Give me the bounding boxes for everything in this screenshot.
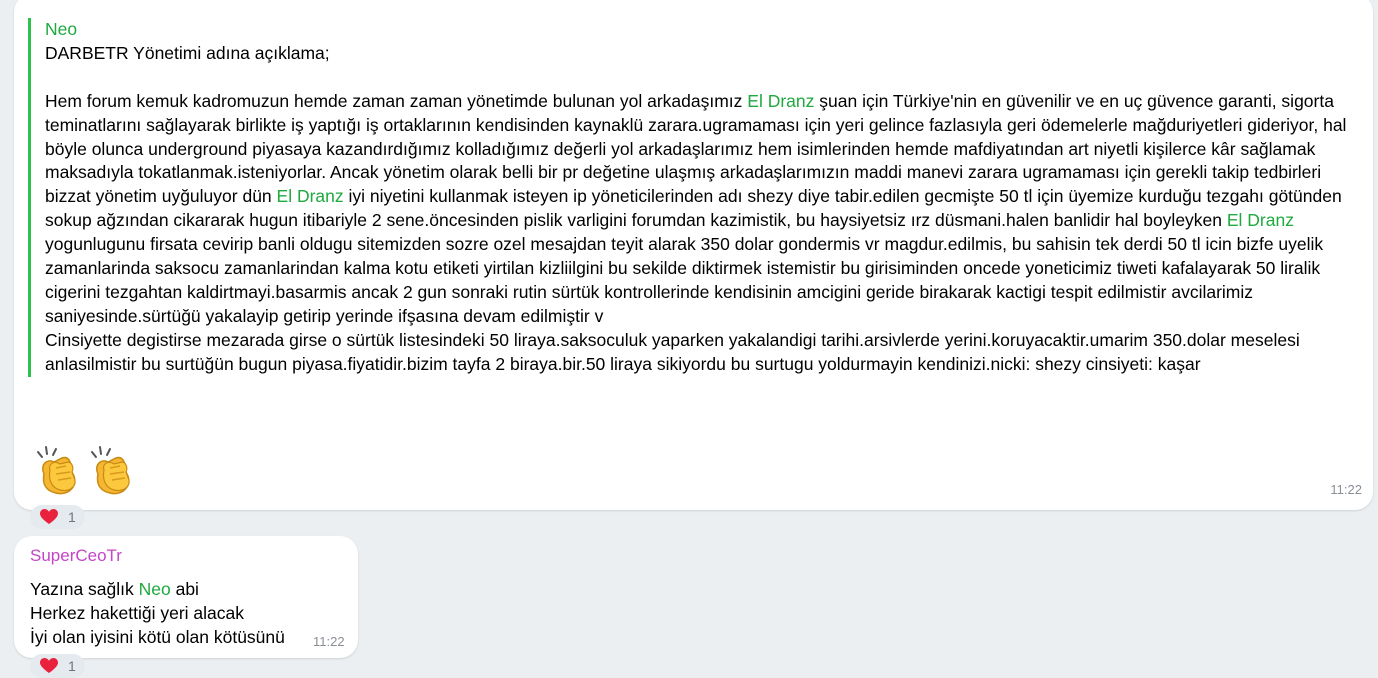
paragraph-segment: yogunlugunu firsata cevirip banli oldugu sitemizden sozre ozel mesajdan teyit alarak 350 dolar gondermis vr magdur.edilmis, bu sahisin tek derdi 50 tl icin bizfe uyelik zamanlarinda saksocu zamanlarindan kalma kotu etiketi yirtilan kizliilgini bu sekilde diktirmek istemistir bu girisiminden oncede yoneticimiz tiweti kafalayarak 50 liralik cigerini tezgahtan kaldirtmayi.basarmis ancak 2 gun sonraki rutin sürtük kontrollerinde kendisinin amcigini geride birakarak kactigi tespit edilmistir avcilarimiz saniyesinde.sürtüğü yakalayip getirip yerinde ifşasına devam edilmiştir v xyxy=(45,210,1329,326)
emoji-row xyxy=(32,444,136,496)
message-line: Herkez hakettiği yeri alacak xyxy=(30,602,244,623)
message-author[interactable]: SuperCeoTr xyxy=(30,546,122,565)
clapping-hands-icon xyxy=(32,444,82,496)
announcement-title: DARBETR Yönetimi adına açıklama; xyxy=(45,42,330,63)
reaction-count: 1 xyxy=(68,658,76,674)
mention-el-dranz[interactable]: El Dranz xyxy=(1226,210,1294,231)
heart-icon xyxy=(40,509,58,525)
mention-el-dranz[interactable]: El Dranz xyxy=(747,90,815,111)
paragraph-segment: Hem forum kemuk kadromuzun hemde zaman zaman yönetimde bulunan yol arkadaşımız xyxy=(45,90,748,111)
reaction-heart-button[interactable] xyxy=(30,505,85,529)
message-text xyxy=(30,578,285,650)
announcement-closing: Cinsiyette degistirse mezarada girse o sürtük listesindeki 50 liraya.saksoculuk yaparken yakalandigi tarihi.arsivlerde yerini.koruyacaktir.umarim 350.dolar meselesi anlasilmistir bu surtüğün bugun piyasa.fiyatidir.bizim tayfa 2 biraya.bir.50 liraya sikiyordu bu surtugu yoldurmayin kendinizi.nicki: shezy cinsiyeti: kaşar xyxy=(45,329,1305,374)
mention-el-dranz[interactable]: El Dranz xyxy=(276,186,344,207)
message-text xyxy=(28,18,1355,377)
message-line: İyi olan iyisini kötü olan kötüsünü xyxy=(30,626,285,647)
reaction-heart-button[interactable] xyxy=(30,654,85,678)
paragraph-segment: şuan için Türkiye'nin en güvenilir ve en uç güvence garanti, sigorta teminatlarını sağlayarak birlikte iş yaptığı iş ortaklarının kendisinden kaynaklü zarara.ugramaması için yeri gelince fazlasıyla geri ödemelerle mağduriyetleri gideriyor, hal böyle olunca underground piyasaya kazandırdığımız kolladığımız değerli yol arkadaşlarımız hem isimlerinden hemde mafdiyatından art niyetli kişilerce kâr sağlamak maksadıyla tokatlanmak.isteniyorlar. Ancak yönetim olarak belli bir pr değetine ulaşmış arkadaşlarımızın maddi manevi zarara ugramaması için gerekli takip tedbirleri bizzat yönetim uyğuluyor dün xyxy=(45,90,1352,207)
message-line xyxy=(30,578,285,602)
message-time: 11:22 xyxy=(313,634,345,649)
paragraph-segment: iyi niyetini kullanmak isteyen ip yöneticilerinden adı shezy diye tabir.edilen gecmişte 50 tl için üyemize kurduğu tezgahı götünden sokup ağzından cikararak hugun itibariyle 2 sene.öncesinden pislik varligini forumdan kazimistik, bu haysiyetsiz ırz düsmani.halen banlidir hal boyleyken xyxy=(45,186,1347,231)
text-span: abi xyxy=(170,579,199,599)
message-bubble-neo[interactable] xyxy=(14,0,1373,510)
message-author[interactable]: Neo xyxy=(45,19,78,39)
announcement-paragraph xyxy=(45,90,1355,329)
clapping-hands-icon xyxy=(86,444,136,496)
message-time: 11:22 xyxy=(1330,482,1362,497)
heart-icon xyxy=(40,658,58,674)
text-span: Yazına sağlık xyxy=(30,579,139,599)
mention-neo[interactable]: Neo xyxy=(138,579,171,599)
reaction-count: 1 xyxy=(68,509,76,525)
message-bubble-superceotr[interactable] xyxy=(14,536,358,658)
